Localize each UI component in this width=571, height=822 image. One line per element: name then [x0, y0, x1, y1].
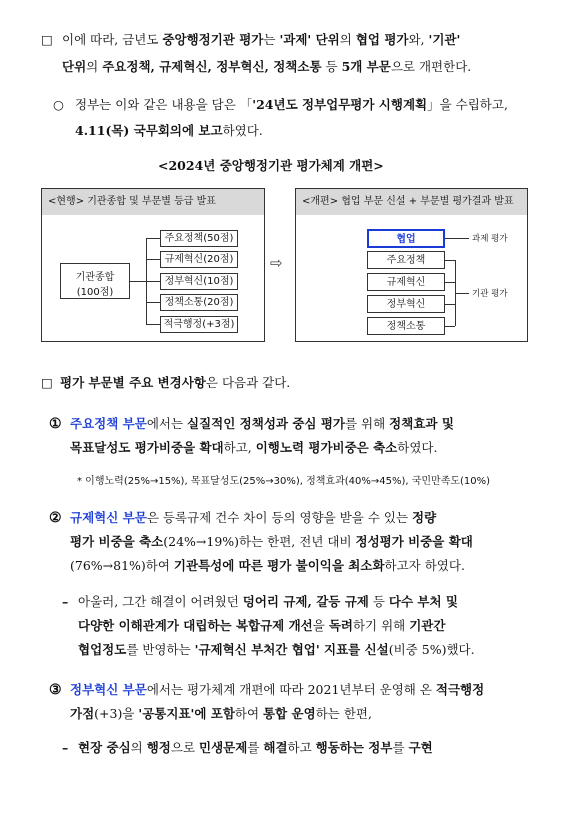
text: 협업정도: [78, 642, 127, 657]
diagram-title: <2024년 중앙행정기관 평가체계 개편>: [158, 158, 384, 173]
text: '24년도 정부업무평가 시행계획: [252, 97, 428, 112]
current-item: 정책소통(20점): [160, 294, 238, 311]
text: 와,: [408, 32, 429, 47]
p3-bullet: □: [41, 375, 53, 390]
connector: [130, 281, 146, 282]
text: 협업 평가: [355, 32, 409, 47]
current-system-header: <현행> 기관종합 및 부문별 등급 발표: [42, 189, 264, 215]
revised-item: 정책소통: [367, 317, 445, 335]
text: 하고: [287, 740, 316, 755]
text: 이행노력 평가비중은 축소: [255, 440, 398, 455]
p2-bullet: ○: [53, 97, 64, 112]
connector: [455, 293, 469, 294]
p1-bullet: □: [41, 32, 53, 47]
task-eval-label: 과제 평가: [472, 234, 508, 244]
text: 구현: [408, 740, 433, 755]
revised-item: 규제혁신: [367, 273, 445, 291]
p7-line2: [70, 706, 372, 722]
p6-line3: [78, 642, 475, 658]
p6-line2: [78, 618, 445, 634]
text: 기관간: [409, 618, 446, 633]
connector: [146, 324, 160, 325]
text: 등: [321, 59, 342, 74]
text: 은 다음과 같다.: [205, 375, 291, 390]
text: 통합 운영: [263, 706, 316, 721]
text: '기관': [428, 32, 461, 47]
text: 를: [247, 740, 264, 755]
text: 평가 부문별 주요 변경사항: [60, 375, 206, 390]
text: (76%→81%)하여: [70, 558, 174, 573]
connector: [445, 326, 455, 327]
p5-line3: [70, 558, 465, 574]
p4-number: ①: [49, 416, 62, 432]
text: 하여: [234, 706, 264, 721]
text: 하고,: [223, 440, 256, 455]
text: 독려: [328, 618, 353, 633]
text: 해결: [263, 740, 288, 755]
text: 를: [392, 740, 409, 755]
text: 하기 위해: [352, 618, 410, 633]
p5-number: ②: [49, 510, 62, 526]
revised-system-header: <개편> 협업 부문 신설 + 부문별 평가결과 발표: [296, 189, 527, 215]
text: 아울러, 그간 해결이 어려웠던: [78, 594, 243, 609]
text: 다양한 이해관계가 대립하는 복합규제 개선: [78, 618, 313, 633]
text: 실질적인 정책성과 중심 평가: [187, 416, 345, 431]
text: 하는 한편,: [315, 706, 372, 721]
collab-node: 협업: [367, 229, 445, 248]
org-eval-label: 기관 평가: [472, 289, 508, 299]
text: 정부혁신 부문: [70, 682, 147, 697]
text: 단위: [62, 59, 87, 74]
text: 주요정책 부문: [70, 416, 147, 431]
text: 적극행정: [435, 682, 485, 697]
text: 행정: [146, 740, 171, 755]
text: 정량: [412, 510, 437, 525]
text: 」을 수립하고,: [427, 97, 508, 112]
text: 규제혁신 부문: [70, 510, 147, 525]
current-item: 규제혁신(20점): [160, 251, 238, 268]
org-total-label: 기관종합: [75, 272, 115, 283]
text: 덩어리 규제, 갈등 규제: [242, 594, 369, 609]
text: 는: [263, 32, 280, 47]
connector: [146, 259, 160, 260]
text: 를 위해: [344, 416, 390, 431]
p8-line1: [78, 740, 433, 756]
text: 을: [312, 618, 329, 633]
text: 를 반영하는: [126, 642, 195, 657]
current-item: 주요정책(50점): [160, 230, 238, 247]
text: 가점: [70, 706, 95, 721]
text: 기관특성에 따른 평가 불이익을 최소화: [173, 558, 385, 573]
text: 의: [339, 32, 356, 47]
p6-line1: [78, 594, 458, 610]
text: '공통지표'에 포함: [138, 706, 235, 721]
p4-line2: [70, 440, 437, 456]
text: 하고자 하였다.: [384, 558, 465, 573]
p1-line1: [62, 32, 460, 48]
text: 이에 따라, 금년도: [62, 32, 163, 47]
text: 에서는: [146, 416, 188, 431]
text: 행동하는 정부: [315, 740, 393, 755]
text: '과제' 단위: [279, 32, 340, 47]
text: 정부는 이와 같은 내용을 담은 「: [75, 97, 253, 112]
text: (+3)을: [94, 706, 139, 721]
text: 의: [86, 59, 103, 74]
connector: [146, 238, 160, 239]
text: 하였다.: [222, 123, 263, 138]
p7-line1: [70, 682, 484, 698]
p7-number: ③: [49, 682, 62, 698]
p2-line1: [75, 97, 508, 113]
text: 하였다.: [397, 440, 438, 455]
text: 으로 개편한다.: [390, 59, 472, 74]
connector: [445, 238, 469, 239]
connector: [445, 304, 455, 305]
org-total-node: [60, 263, 130, 299]
p5-line1: [70, 510, 436, 526]
text: 4.11(목) 국무회의에 보고: [75, 123, 223, 138]
p5-line2: [70, 534, 473, 550]
org-total-score: (100점): [76, 287, 114, 298]
current-item: 적극행정(+3점): [160, 316, 238, 333]
text: 5개 부문: [341, 59, 391, 74]
revised-item: 정부혁신: [367, 295, 445, 313]
connector: [146, 281, 160, 282]
current-item: 정부혁신(10점): [160, 273, 238, 290]
connector: [445, 260, 455, 261]
p6-dash: –: [62, 594, 69, 609]
text: 은 등록규제 건수 차이 등의 영향을 받을 수 있는: [146, 510, 412, 525]
connector: [146, 302, 160, 303]
text: 등: [368, 594, 389, 609]
p4-line1: [70, 416, 454, 432]
text: 목표달성도 평가비중을 확대: [70, 440, 224, 455]
text: 민생문제: [199, 740, 248, 755]
text: 정성평가 비중을 확대: [355, 534, 473, 549]
text: 주요정책, 규제혁신, 정부혁신, 정책소통: [102, 59, 322, 74]
text: (비중 5%)했다.: [388, 642, 475, 657]
p2-line2: [75, 123, 263, 139]
text: 현장 중심: [78, 740, 131, 755]
text: 평가 비중을 축소: [70, 534, 164, 549]
text: 중앙행정기관 평가: [162, 32, 264, 47]
text: 으로: [170, 740, 199, 755]
connector: [445, 282, 455, 283]
text: '규제혁신 부처간 협업' 지표를 신설: [194, 642, 389, 657]
text: (24%→19%)하는 한편, 전년 대비: [163, 534, 356, 549]
p4-note: * 이행노력(25%→15%), 목표달성도(25%→30%), 정책효과(40%→45%), 국민만족도(10%): [77, 476, 491, 487]
text: 에서는 평가체계 개편에 따라 2021년부터 운영해 온: [146, 682, 436, 697]
text: 다수 부처 및: [388, 594, 458, 609]
p3-line: [60, 375, 290, 391]
p8-dash: –: [62, 740, 69, 755]
text: 의: [130, 740, 147, 755]
revised-item: 주요정책: [367, 251, 445, 269]
text: 정책효과 및: [389, 416, 454, 431]
p1-line2: [62, 59, 471, 75]
arrow-icon: ⇨: [270, 254, 283, 272]
